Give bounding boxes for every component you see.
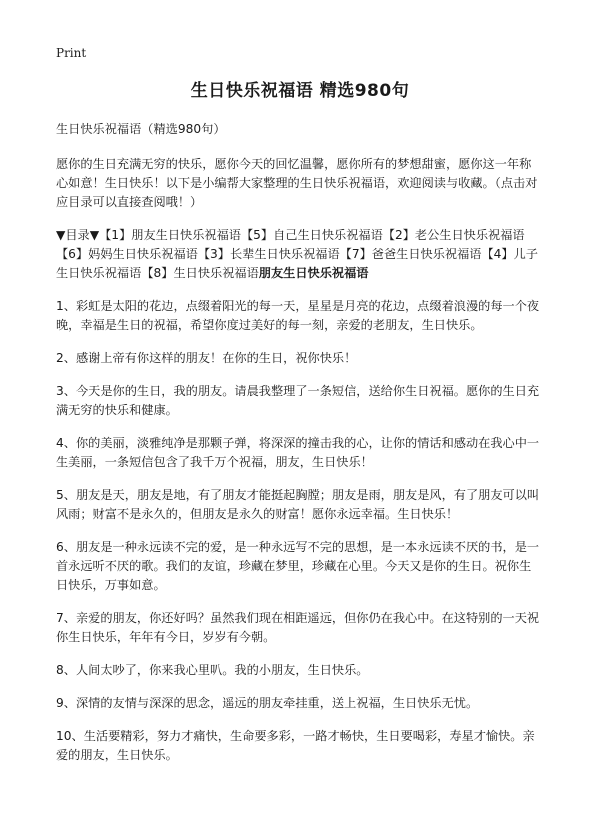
list-item: 7、亲爱的朋友，你还好吗？虽然我们现在相距遥远，但你仍在我心中。在这特别的一天祝你生日快乐，年年有今日，岁岁有今朝。 xyxy=(56,611,540,644)
article-body xyxy=(56,120,542,779)
page-title: 生日快乐祝福语 精选980句 xyxy=(190,81,410,101)
subtitle: 生日快乐祝福语（精选980句） xyxy=(56,122,226,136)
toc-link-1[interactable]: 【1】朋友生日快乐祝福语 xyxy=(99,228,241,242)
toc-link-3[interactable]: 【3】长辈生日快乐祝福语 xyxy=(197,247,340,261)
list-item: 6、朋友是一种永远读不完的爱，是一种永远写不完的思想，是一本永远读不厌的书，是一首永远听不厌的歌。我们的友谊，珍藏在梦里，珍藏在心里。今天又是你的生日。祝你生日快乐，万事如意。 xyxy=(56,540,540,592)
toc-link-4[interactable]: 【4】儿子生日快乐祝福语 xyxy=(56,247,538,280)
list-item: 2、感谢上帝有你这样的朋友！在你的生日，祝你快乐！ xyxy=(56,351,357,365)
list-item: 4、你的美丽，淡雅纯净是那颗子弹，将深深的撞击我的心，让你的情话和感动在我心中一生美丽，一条短信包含了我千万个祝福，朋友，生日快乐！ xyxy=(56,436,540,469)
toc-link-6[interactable]: 【6】妈妈生日快乐祝福语 xyxy=(56,247,198,261)
toc-link-2[interactable]: 【2】老公生日快乐祝福语 xyxy=(382,228,525,242)
toc-link-8[interactable]: 【8】生日快乐祝福语 xyxy=(141,266,259,280)
print-link[interactable]: Print xyxy=(56,46,87,60)
list-item: 1、彩虹是太阳的花边，点缀着阳光的每一天，星星是月亮的花边，点缀着浪漫的每一个夜晚，幸福是生日的祝福，希望你度过美好的每一刻，亲爱的老朋友，生日快乐。 xyxy=(56,299,540,332)
toc-link-5[interactable]: 【5】自己生日快乐祝福语 xyxy=(240,228,383,242)
table-of-contents xyxy=(56,226,542,283)
list-item: 8、人间太吵了，你来我心里叭。我的小朋友，生日快乐。 xyxy=(56,663,369,677)
section-heading: 朋友生日快乐祝福语 xyxy=(258,266,369,280)
toc-prefix: ▼目录▼ xyxy=(56,228,100,242)
list-item: 5、朋友是天，朋友是地，有了朋友才能挺起胸膛；朋友是雨，朋友是风，有了朋友可以叫风雨；财富不是永久的，但朋友是永久的财富！愿你永远幸福。生日快乐！ xyxy=(56,488,540,521)
intro-paragraph: 愿你的生日充满无穷的快乐，愿你今天的回忆温馨，愿你所有的梦想甜蜜，愿你这一年称心如意！生日快乐！以下是小编帮大家整理的生日快乐祝福语，欢迎阅读与收藏。（点击对应目录可以直接查阅哦！） xyxy=(56,157,538,209)
list-item: 9、深情的友情与深深的思念，遥远的朋友牵挂重，送上祝福，生日快乐无忧。 xyxy=(56,696,479,710)
list-item: 10、生活要精彩，努力才痛快，生命要多彩，一路才畅快，生日要喝彩，寿星才愉快。亲爱的朋友，生日快乐。 xyxy=(56,729,535,762)
toc-link-7[interactable]: 【7】爸爸生日快乐祝福语 xyxy=(339,247,482,261)
list-item: 3、今天是你的生日，我的朋友。请晨我整理了一条短信，送给你生日祝福。愿你的生日充满无穷的快乐和健康。 xyxy=(56,384,540,417)
